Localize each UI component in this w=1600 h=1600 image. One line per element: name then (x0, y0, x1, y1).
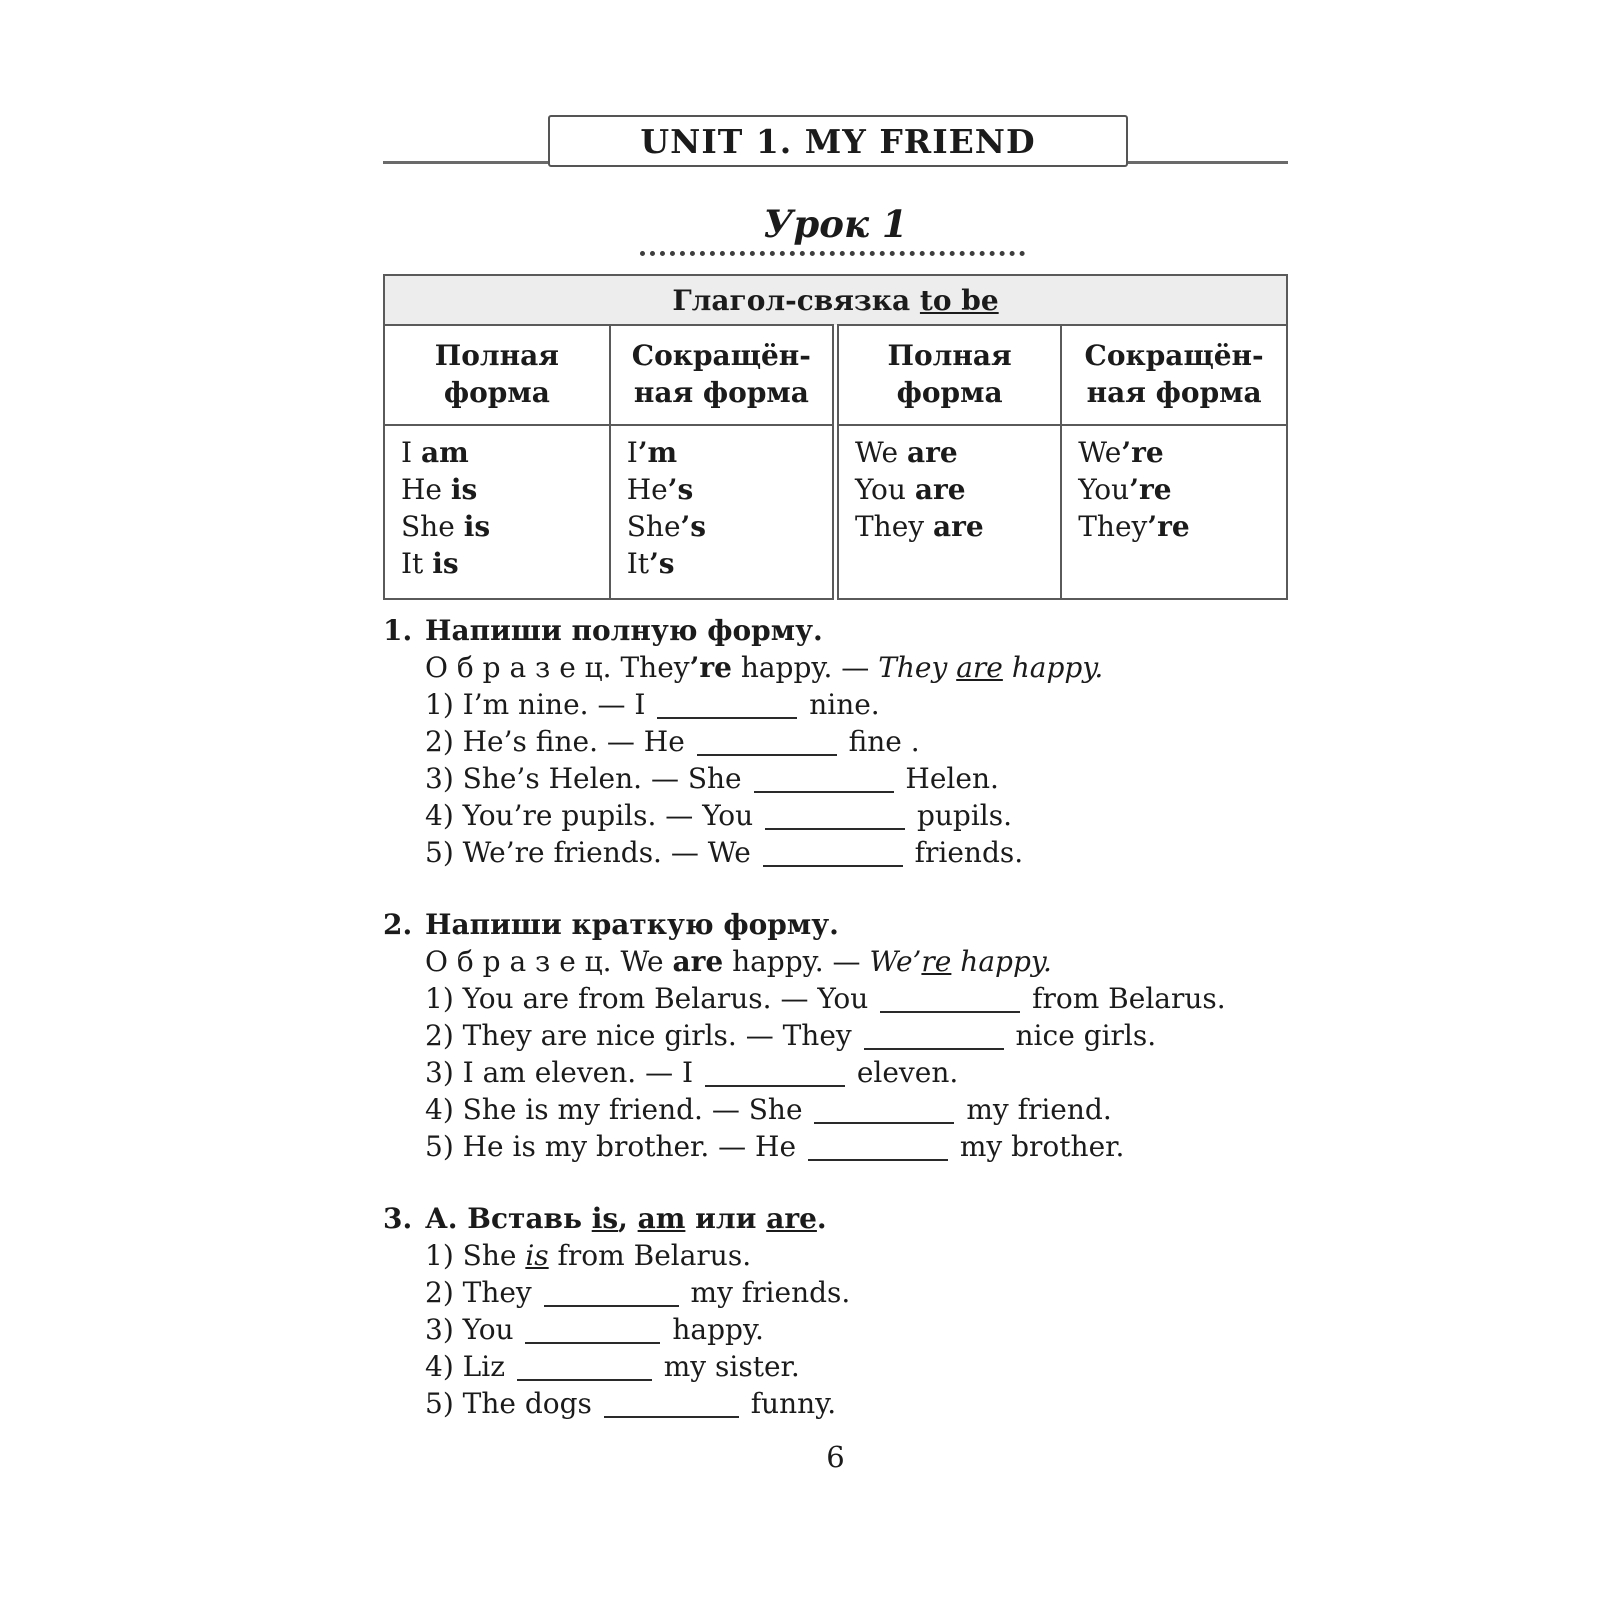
text-segment: 5) The dogs (425, 1387, 601, 1420)
table-body-cell (836, 425, 1062, 599)
table-form-line: He is (401, 472, 478, 506)
exercise-title (425, 614, 823, 647)
text-segment: my friends. (681, 1276, 851, 1309)
text-segment: eleven. (847, 1056, 959, 1089)
table-form-line: You’re (1078, 472, 1172, 506)
answer-blank (763, 859, 903, 867)
text-segment: nice girls. (1006, 1019, 1157, 1052)
exercise-item (383, 686, 1288, 723)
table-header-row (384, 325, 1287, 425)
table-form-line: They’re (1078, 509, 1190, 543)
lesson-title: Урок 1 (763, 202, 908, 246)
text-segment: am (637, 1202, 686, 1235)
text-segment: from Belarus. (1023, 982, 1226, 1015)
table-form-line: They are (855, 509, 984, 543)
exercise-item (383, 1311, 1288, 1348)
answer-blank (604, 1410, 739, 1418)
text-segment: my friend. (957, 1093, 1112, 1126)
text-segment: We’ (869, 945, 922, 978)
exercise (383, 1200, 1288, 1422)
answer-blank (705, 1079, 845, 1087)
text-segment: 2) They (425, 1276, 541, 1309)
text-segment: my sister. (654, 1350, 800, 1383)
answer-blank (525, 1336, 660, 1344)
table-column-header: Сокращён- ная форма (1061, 325, 1287, 425)
exercise-title (425, 908, 839, 941)
exercise-item (383, 1348, 1288, 1385)
text-segment: happy. (1002, 651, 1104, 684)
table-form-line: He’s (626, 472, 694, 506)
text-segment: fine . (839, 725, 920, 758)
exercise-heading (383, 1200, 1288, 1237)
answer-blank (808, 1153, 948, 1161)
answer-blank (880, 1005, 1020, 1013)
text-segment: О б р а з е ц. (425, 651, 621, 684)
text-segment: nine. (800, 688, 880, 721)
lesson-dotted-divider (640, 251, 1025, 256)
exercise-heading (383, 612, 1288, 649)
table-form-line: I am (401, 435, 469, 469)
exercise-sample (383, 943, 1288, 980)
text-segment: are (672, 945, 724, 978)
text-segment: are (956, 651, 1003, 684)
table-form-line: She’s (626, 509, 707, 543)
exercise-item (383, 797, 1288, 834)
table-title-underlined: to be (919, 283, 999, 317)
table-column-header: Сокращён- ная форма (610, 325, 836, 425)
unit-title: UNIT 1. MY FRIEND (640, 121, 1036, 161)
table-title (384, 275, 1287, 325)
exercise-item (383, 760, 1288, 797)
text-segment: 3) I am eleven. — I (425, 1056, 702, 1089)
text-segment: from Belarus. (548, 1239, 752, 1272)
answer-blank (657, 711, 797, 719)
answer-blank (517, 1373, 652, 1381)
text-segment: А. Вставь (425, 1202, 592, 1235)
table-body-cell (384, 425, 610, 599)
exercise (383, 612, 1288, 871)
exercise-item (383, 980, 1288, 1017)
answer-blank (864, 1042, 1004, 1050)
table-body-cell (610, 425, 836, 599)
exercise-item (383, 1091, 1288, 1128)
table-column-header: Полная форма (384, 325, 610, 425)
text-segment: 3) You (425, 1313, 523, 1346)
answer-blank (754, 785, 894, 793)
exercise-item (383, 1128, 1288, 1165)
exercise (383, 906, 1288, 1165)
text-segment: is (591, 1202, 619, 1235)
text-segment: is (525, 1239, 549, 1272)
text-segment: , (618, 1202, 638, 1235)
table-form-line: We are (855, 435, 958, 469)
table-form-line: She is (401, 509, 491, 543)
exercise-number: 2. (383, 908, 413, 941)
text-segment: are (766, 1202, 817, 1235)
page-number: 6 (826, 1440, 845, 1474)
exercise-item (383, 1385, 1288, 1422)
table-form-line: It is (401, 546, 459, 580)
text-segment: pupils. (908, 799, 1013, 832)
text-segment: friends. (905, 836, 1024, 869)
text-segment: 5) We’re friends. — We (425, 836, 760, 869)
text-segment: . (816, 1202, 827, 1235)
exercise-item (383, 723, 1288, 760)
text-segment: They (620, 651, 690, 684)
exercise-item (383, 1054, 1288, 1091)
text-segment: 4) She is my friend. — She (425, 1093, 812, 1126)
answer-blank (814, 1116, 954, 1124)
exercise-heading (383, 906, 1288, 943)
table-body-row (384, 425, 1287, 599)
text-segment: happy. (663, 1313, 764, 1346)
text-segment: Helen. (896, 762, 999, 795)
exercise-item (383, 834, 1288, 871)
exercise-number: 1. (383, 614, 413, 647)
text-segment: They (878, 651, 957, 684)
text-segment: 1) I’m nine. — I (425, 688, 655, 721)
exercise-item (383, 1017, 1288, 1054)
text-segment: re (921, 945, 952, 978)
unit-title-box (548, 115, 1128, 167)
text-segment: 2) They are nice girls. — They (425, 1019, 861, 1052)
text-segment: my brother. (950, 1130, 1125, 1163)
text-segment: ’re (689, 651, 732, 684)
exercise-item (383, 1237, 1288, 1274)
text-segment: 3) She’s Helen. — She (425, 762, 751, 795)
text-segment: funny. (741, 1387, 837, 1420)
text-segment: happy. — (723, 945, 870, 978)
table-body-cell (1061, 425, 1287, 599)
text-segment: happy. (951, 945, 1052, 978)
text-segment: или (685, 1202, 767, 1235)
table-title-text: Глагол-связка (672, 283, 920, 317)
exercise-title (425, 1202, 827, 1235)
table-form-line: I’m (626, 435, 678, 469)
text-segment: happy. — (731, 651, 879, 684)
text-segment: Напиши полную форму. (425, 614, 823, 647)
answer-blank (544, 1299, 679, 1307)
table-form-line: You are (855, 472, 966, 506)
text-segment: О б р а з е ц. We (425, 945, 673, 978)
table-column-header: Полная форма (836, 325, 1062, 425)
table-form-line: It’s (626, 546, 675, 580)
grammar-table (383, 274, 1288, 600)
text-segment: 2) He’s fine. — He (425, 725, 694, 758)
table-form-line: We’re (1078, 435, 1164, 469)
exercise-item (383, 1274, 1288, 1311)
answer-blank (765, 822, 905, 830)
text-segment: 5) He is my brother. — He (425, 1130, 805, 1163)
exercises-section (383, 612, 1288, 1457)
exercise-number: 3. (383, 1202, 413, 1235)
text-segment: 1) You are from Belarus. — You (425, 982, 878, 1015)
answer-blank (697, 748, 837, 756)
exercise-sample (383, 649, 1288, 686)
text-segment: 4) You’re pupils. — You (425, 799, 763, 832)
table-title-row (384, 275, 1287, 325)
text-segment: 4) Liz (425, 1350, 514, 1383)
text-segment: Напиши краткую форму. (425, 908, 839, 941)
text-segment: 1) She (425, 1239, 526, 1272)
